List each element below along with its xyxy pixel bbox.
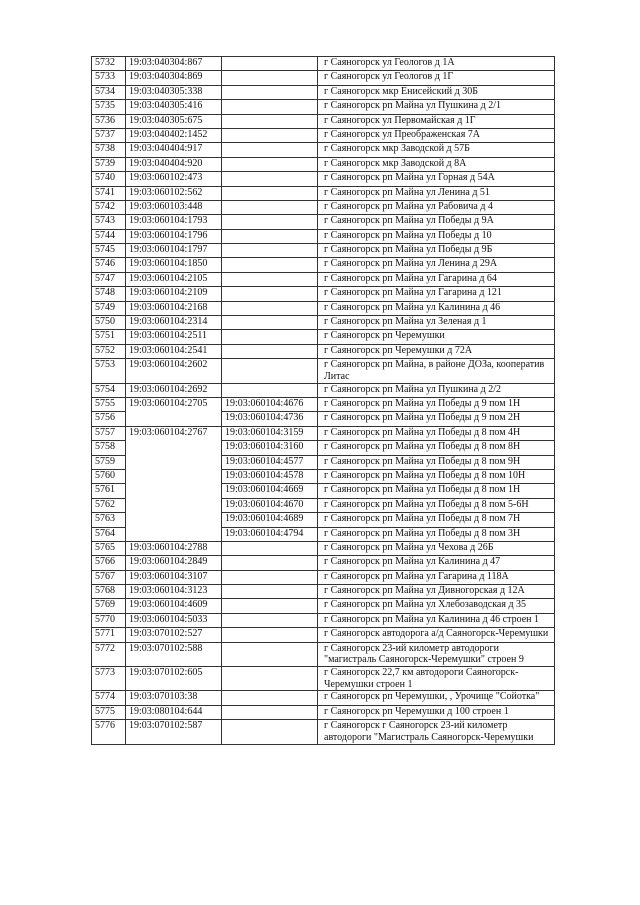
table-row <box>92 57 555 71</box>
sub-cadastral-number: 19:03:060104:3160 <box>222 441 318 455</box>
row-number: 5758 <box>92 441 126 455</box>
address: г Саяногорск рп Майна ул Рабовича д 4 <box>318 200 555 214</box>
table-row <box>92 244 555 258</box>
cadastral-number: 19:03:060104:5033 <box>126 613 222 627</box>
row-number: 5745 <box>92 244 126 258</box>
cadastral-number: 19:03:070102:527 <box>126 628 222 642</box>
sub-cadastral-number <box>222 143 318 157</box>
address: г Саяногорск рп Майна, в районе ДОЗа, кооператив Литас <box>318 359 555 383</box>
sub-cadastral-number <box>222 383 318 397</box>
address: г Саяногорск рп Майна ул Победы д 9 пом 2Н <box>318 412 555 426</box>
row-number: 5756 <box>92 412 126 426</box>
address: г Саяногорск рп Майна ул Победы д 9 пом 1Н <box>318 398 555 412</box>
row-number: 5752 <box>92 344 126 358</box>
table-row <box>92 172 555 186</box>
sub-cadastral-number: 19:03:060104:4577 <box>222 455 318 469</box>
cadastral-number: 19:03:070102:605 <box>126 667 222 691</box>
row-number: 5766 <box>92 556 126 570</box>
row-number: 5773 <box>92 667 126 691</box>
cadastral-number: 19:03:060104:2541 <box>126 344 222 358</box>
sub-cadastral-number: 19:03:060104:4670 <box>222 498 318 512</box>
cadastral-number: 19:03:060104:2849 <box>126 556 222 570</box>
address: г Саяногорск рп Черемушки, , Урочище "Сойотка" <box>318 691 555 705</box>
row-number: 5770 <box>92 613 126 627</box>
table-row <box>92 100 555 114</box>
address: г Саяногорск рп Майна ул Гагарина д 121 <box>318 287 555 301</box>
row-number: 5760 <box>92 469 126 483</box>
row-number: 5737 <box>92 128 126 142</box>
cadastral-number: 19:03:060102:473 <box>126 172 222 186</box>
cadastral-number: 19:03:060104:1793 <box>126 215 222 229</box>
address: г Саяногорск 22,7 км автодороги Саяногорск-Черемушки строен 1 <box>318 667 555 691</box>
table-row <box>92 186 555 200</box>
cadastral-number: 19:03:040404:920 <box>126 157 222 171</box>
sub-cadastral-number <box>222 172 318 186</box>
sub-cadastral-number: 19:03:060104:4578 <box>222 469 318 483</box>
cadastral-number: 19:03:060104:1850 <box>126 258 222 272</box>
address: г Саяногорск рп Майна ул Победы д 8 пом 5-6Н <box>318 498 555 512</box>
cadastral-number: 19:03:060104:2168 <box>126 301 222 315</box>
address: г Саяногорск рп Майна ул Победы д 8 пом 4Н <box>318 426 555 440</box>
address: г Саяногорск рп Майна ул Хлебозаводская д 35 <box>318 599 555 613</box>
row-number: 5732 <box>92 57 126 71</box>
table-row <box>92 287 555 301</box>
sub-cadastral-number: 19:03:060104:4669 <box>222 484 318 498</box>
address: г Саяногорск ул Преображенская 7А <box>318 128 555 142</box>
cadastral-number: 19:03:080104:644 <box>126 705 222 719</box>
table-row <box>92 613 555 627</box>
sub-cadastral-number <box>222 85 318 99</box>
table-row <box>92 215 555 229</box>
row-number: 5734 <box>92 85 126 99</box>
address: г Саяногорск рп Майна ул Гагарина д 118А <box>318 570 555 584</box>
row-number: 5751 <box>92 330 126 344</box>
row-number: 5750 <box>92 316 126 330</box>
row-number: 5761 <box>92 484 126 498</box>
table-row <box>92 720 555 744</box>
row-number: 5762 <box>92 498 126 512</box>
registry-table-body <box>92 57 555 745</box>
sub-cadastral-number <box>222 157 318 171</box>
row-number: 5767 <box>92 570 126 584</box>
cadastral-number: 19:03:040305:675 <box>126 114 222 128</box>
row-number: 5763 <box>92 513 126 527</box>
table-row <box>92 628 555 642</box>
cadastral-number: 19:03:060104:2105 <box>126 272 222 286</box>
cadastral-number: 19:03:040304:869 <box>126 71 222 85</box>
sub-cadastral-number <box>222 720 318 744</box>
cadastral-number: 19:03:060104:2602 <box>126 359 222 383</box>
cadastral-number: 19:03:060104:4609 <box>126 599 222 613</box>
address: г Саяногорск мкр Заводской д 57Б <box>318 143 555 157</box>
row-number: 5775 <box>92 705 126 719</box>
row-number: 5759 <box>92 455 126 469</box>
table-row <box>92 570 555 584</box>
cadastral-number: 19:03:060103:448 <box>126 200 222 214</box>
table-row <box>92 301 555 315</box>
table-row <box>92 200 555 214</box>
sub-cadastral-number <box>222 215 318 229</box>
address: г Саяногорск рп Майна ул Дивногорская д 12А <box>318 585 555 599</box>
row-number: 5753 <box>92 359 126 383</box>
address: г Саяногорск рп Майна ул Победы д 8 пом 7Н <box>318 513 555 527</box>
sub-cadastral-number <box>222 128 318 142</box>
sub-cadastral-number <box>222 229 318 243</box>
table-row <box>92 229 555 243</box>
sub-cadastral-number <box>222 541 318 555</box>
row-number: 5743 <box>92 215 126 229</box>
row-number: 5772 <box>92 642 126 666</box>
sub-cadastral-number <box>222 570 318 584</box>
address: г Саяногорск 23-ий километр автодороги "магистраль Саяногорск-Черемушки" строен 9 <box>318 642 555 666</box>
address: г Саяногорск рп Майна ул Калинина д 47 <box>318 556 555 570</box>
row-number: 5765 <box>92 541 126 555</box>
sub-cadastral-number <box>222 57 318 71</box>
table-row <box>92 128 555 142</box>
address: г Саяногорск ул Геологов д 1А <box>318 57 555 71</box>
sub-cadastral-number <box>222 114 318 128</box>
address: г Саяногорск рп Майна ул Горная д 54А <box>318 172 555 186</box>
cadastral-number: 19:03:070103:38 <box>126 691 222 705</box>
table-row <box>92 143 555 157</box>
cadastral-number: 19:03:070102:587 <box>126 720 222 744</box>
row-number: 5771 <box>92 628 126 642</box>
table-row <box>92 667 555 691</box>
table-row <box>92 426 555 440</box>
table-row <box>92 642 555 666</box>
table-row <box>92 344 555 358</box>
address: г Саяногорск рп Майна ул Чехова д 26Б <box>318 541 555 555</box>
row-number: 5764 <box>92 527 126 541</box>
sub-cadastral-number: 19:03:060104:4736 <box>222 412 318 426</box>
row-number: 5736 <box>92 114 126 128</box>
address: г Саяногорск рп Майна ул Пушкина д 2/1 <box>318 100 555 114</box>
table-row <box>92 383 555 397</box>
address: г Саяногорск рп Майна ул Победы д 8 пом 9Н <box>318 455 555 469</box>
cadastral-number: 19:03:040305:338 <box>126 85 222 99</box>
sub-cadastral-number: 19:03:060104:3159 <box>222 426 318 440</box>
row-number: 5739 <box>92 157 126 171</box>
table-row <box>92 85 555 99</box>
row-number: 5769 <box>92 599 126 613</box>
address: г Саяногорск рп Майна ул Калинина д 46 <box>318 301 555 315</box>
sub-cadastral-number <box>222 301 318 315</box>
table-row <box>92 691 555 705</box>
address: г Саяногорск рп Майна ул Победы д 9А <box>318 215 555 229</box>
address: г Саяногорск рп Майна ул Победы д 8 пом 10Н <box>318 469 555 483</box>
address: г Саяногорск рп Черемушки <box>318 330 555 344</box>
row-number: 5733 <box>92 71 126 85</box>
address: г Саяногорск автодорога а/д Саяногорск-Черемушки <box>318 628 555 642</box>
sub-cadastral-number: 19:03:060104:4689 <box>222 513 318 527</box>
cadastral-number: 19:03:060102:562 <box>126 186 222 200</box>
cadastral-number: 19:03:070102:588 <box>126 642 222 666</box>
sub-cadastral-number <box>222 71 318 85</box>
row-number: 5747 <box>92 272 126 286</box>
sub-cadastral-number <box>222 705 318 719</box>
sub-cadastral-number <box>222 628 318 642</box>
address: г Саяногорск рп Майна ул Ленина д 51 <box>318 186 555 200</box>
cadastral-number: 19:03:060104:2692 <box>126 383 222 397</box>
sub-cadastral-number <box>222 599 318 613</box>
address: г Саяногорск рп Майна ул Пушкина д 2/2 <box>318 383 555 397</box>
address: г Саяногорск рп Майна ул Зеленая д 1 <box>318 316 555 330</box>
registry-table <box>91 56 555 745</box>
address: г Саяногорск рп Майна ул Калинина д 46 строен 1 <box>318 613 555 627</box>
sub-cadastral-number <box>222 359 318 383</box>
table-row <box>92 316 555 330</box>
row-number: 5749 <box>92 301 126 315</box>
row-number: 5757 <box>92 426 126 440</box>
cadastral-number: 19:03:060104:2705 <box>126 398 222 427</box>
address: г Саяногорск рп Майна ул Победы д 8 пом 3Н <box>318 527 555 541</box>
table-row <box>92 599 555 613</box>
row-number: 5735 <box>92 100 126 114</box>
row-number: 5746 <box>92 258 126 272</box>
cadastral-number: 19:03:060104:3123 <box>126 585 222 599</box>
address: г Саяногорск рп Майна ул Ленина д 29А <box>318 258 555 272</box>
cadastral-number: 19:03:060104:3107 <box>126 570 222 584</box>
address: г Саяногорск г Саяногорск 23-ий километр автодороги "Магистраль Саяногорск-Черемушки <box>318 720 555 744</box>
table-row <box>92 330 555 344</box>
row-number: 5768 <box>92 585 126 599</box>
cadastral-number: 19:03:060104:2788 <box>126 541 222 555</box>
row-number: 5744 <box>92 229 126 243</box>
sub-cadastral-number <box>222 186 318 200</box>
row-number: 5754 <box>92 383 126 397</box>
address: г Саяногорск рп Черемушки д 100 строен 1 <box>318 705 555 719</box>
sub-cadastral-number: 19:03:060104:4676 <box>222 398 318 412</box>
table-row <box>92 585 555 599</box>
cadastral-number: 19:03:060104:1797 <box>126 244 222 258</box>
sub-cadastral-number <box>222 200 318 214</box>
row-number: 5742 <box>92 200 126 214</box>
cadastral-number: 19:03:060104:2511 <box>126 330 222 344</box>
address: г Саяногорск рп Черемушки д 72А <box>318 344 555 358</box>
address: г Саяногорск рп Майна ул Победы д 9Б <box>318 244 555 258</box>
address: г Саяногорск рп Майна ул Победы д 8 пом 1Н <box>318 484 555 498</box>
cadastral-number: 19:03:060104:1796 <box>126 229 222 243</box>
sub-cadastral-number <box>222 344 318 358</box>
cadastral-number: 19:03:040305:416 <box>126 100 222 114</box>
sub-cadastral-number <box>222 330 318 344</box>
table-row <box>92 556 555 570</box>
table-row <box>92 398 555 412</box>
address: г Саяногорск мкр Заводской д 8А <box>318 157 555 171</box>
address: г Саяногорск мкр Енисейский д 30Б <box>318 85 555 99</box>
sub-cadastral-number <box>222 691 318 705</box>
sub-cadastral-number <box>222 244 318 258</box>
address: г Саяногорск ул Геологов д 1Г <box>318 71 555 85</box>
table-row <box>92 157 555 171</box>
table-row <box>92 114 555 128</box>
cadastral-number: 19:03:060104:2109 <box>126 287 222 301</box>
registry-page <box>91 56 554 745</box>
row-number: 5748 <box>92 287 126 301</box>
address: г Саяногорск рп Майна ул Победы д 8 пом 8Н <box>318 441 555 455</box>
row-number: 5776 <box>92 720 126 744</box>
address: г Саяногорск ул Первомайская д 1Г <box>318 114 555 128</box>
sub-cadastral-number <box>222 316 318 330</box>
sub-cadastral-number <box>222 287 318 301</box>
address: г Саяногорск рп Майна ул Победы д 10 <box>318 229 555 243</box>
sub-cadastral-number: 19:03:060104:4794 <box>222 527 318 541</box>
cadastral-number: 19:03:060104:2314 <box>126 316 222 330</box>
row-number: 5740 <box>92 172 126 186</box>
table-row <box>92 272 555 286</box>
table-row <box>92 71 555 85</box>
sub-cadastral-number <box>222 667 318 691</box>
table-row <box>92 541 555 555</box>
sub-cadastral-number <box>222 100 318 114</box>
cadastral-number: 19:03:040402:1452 <box>126 128 222 142</box>
row-number: 5755 <box>92 398 126 412</box>
table-row <box>92 359 555 383</box>
cadastral-number: 19:03:060104:2767 <box>126 426 222 541</box>
sub-cadastral-number <box>222 556 318 570</box>
address: г Саяногорск рп Майна ул Гагарина д 64 <box>318 272 555 286</box>
row-number: 5774 <box>92 691 126 705</box>
sub-cadastral-number <box>222 585 318 599</box>
sub-cadastral-number <box>222 272 318 286</box>
table-row <box>92 705 555 719</box>
sub-cadastral-number <box>222 258 318 272</box>
cadastral-number: 19:03:040404:917 <box>126 143 222 157</box>
sub-cadastral-number <box>222 613 318 627</box>
sub-cadastral-number <box>222 642 318 666</box>
cadastral-number: 19:03:040304:867 <box>126 57 222 71</box>
table-row <box>92 258 555 272</box>
row-number: 5738 <box>92 143 126 157</box>
row-number: 5741 <box>92 186 126 200</box>
